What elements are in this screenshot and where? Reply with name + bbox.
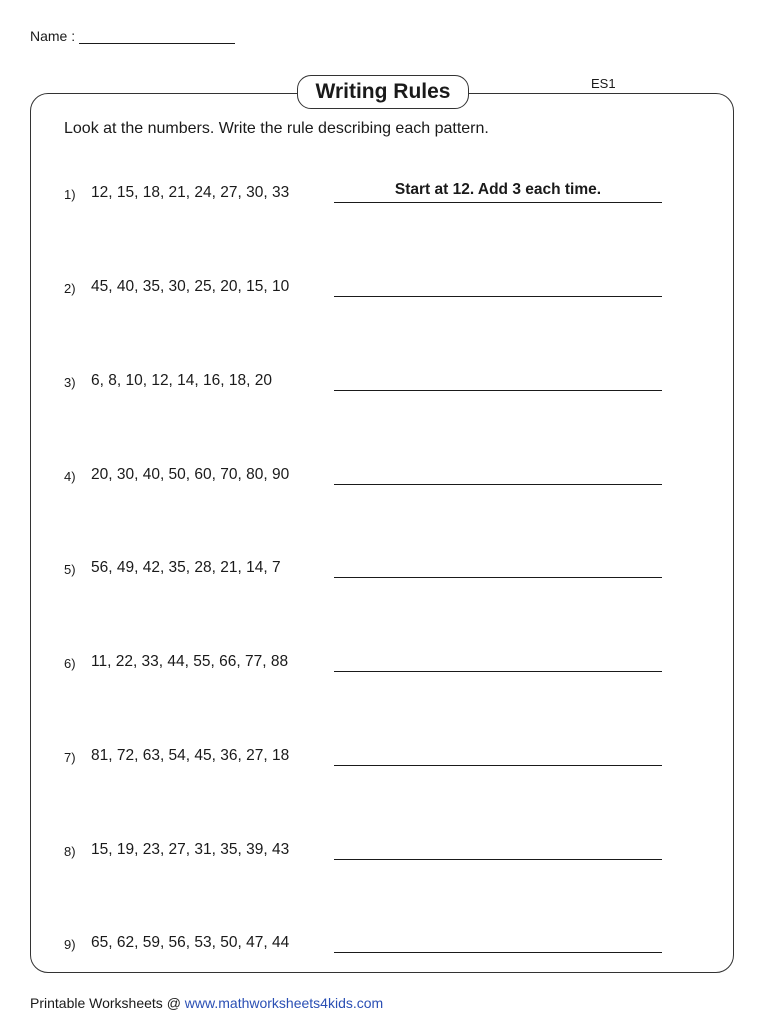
problem-number: 8)	[64, 844, 76, 859]
problem-number: 4)	[64, 469, 76, 484]
footer	[30, 995, 383, 1011]
answer-line[interactable]	[334, 838, 662, 860]
problem-row	[64, 841, 664, 865]
answer-line[interactable]	[334, 931, 662, 953]
problem-row	[64, 181, 664, 208]
problem-number: 7)	[64, 750, 76, 765]
problem-number: 3)	[64, 375, 76, 390]
answer-line[interactable]	[334, 744, 662, 766]
sheet-code: ES1	[591, 76, 616, 91]
instructions-text: Look at the numbers. Write the rule describing each pattern.	[64, 120, 489, 137]
problem-row	[64, 372, 664, 396]
problem-sequence: 15, 19, 23, 27, 31, 35, 39, 43	[91, 841, 290, 858]
problem-row	[64, 278, 664, 302]
answer-line[interactable]	[334, 369, 662, 391]
problem-number: 6)	[64, 656, 76, 671]
worksheet-title: Writing Rules	[297, 75, 469, 109]
problem-row	[64, 934, 664, 958]
problem-sequence: 20, 30, 40, 50, 60, 70, 80, 90	[91, 466, 290, 483]
problem-number: 5)	[64, 562, 76, 577]
answer-line[interactable]	[334, 275, 662, 297]
footer-prefix: Printable Worksheets @	[30, 995, 185, 1011]
answer-line[interactable]	[334, 650, 662, 672]
name-field-row	[30, 26, 235, 44]
problem-sequence: 45, 40, 35, 30, 25, 20, 15, 10	[91, 278, 290, 295]
problem-number: 9)	[64, 937, 76, 952]
answer-line[interactable]	[334, 463, 662, 485]
answer-line[interactable]: Start at 12. Add 3 each time.	[334, 181, 662, 203]
problem-row	[64, 559, 664, 583]
problem-sequence: 56, 49, 42, 35, 28, 21, 14, 7	[91, 559, 281, 576]
problem-row	[64, 747, 664, 771]
name-blank-line[interactable]	[79, 26, 235, 44]
problem-sequence: 12, 15, 18, 21, 24, 27, 30, 33	[91, 184, 290, 201]
problem-row	[64, 653, 664, 677]
problem-number: 1)	[64, 187, 76, 202]
footer-link[interactable]: www.mathworksheets4kids.com	[184, 995, 384, 1011]
answer-line[interactable]	[334, 556, 662, 578]
problem-number: 2)	[64, 281, 76, 296]
problem-sequence: 6, 8, 10, 12, 14, 16, 18, 20	[91, 372, 272, 389]
name-label: Name :	[30, 28, 76, 44]
problem-sequence: 11, 22, 33, 44, 55, 66, 77, 88	[91, 653, 289, 670]
problem-sequence: 65, 62, 59, 56, 53, 50, 47, 44	[91, 934, 290, 951]
problem-row	[64, 466, 664, 490]
problem-sequence: 81, 72, 63, 54, 45, 36, 27, 18	[91, 747, 290, 764]
